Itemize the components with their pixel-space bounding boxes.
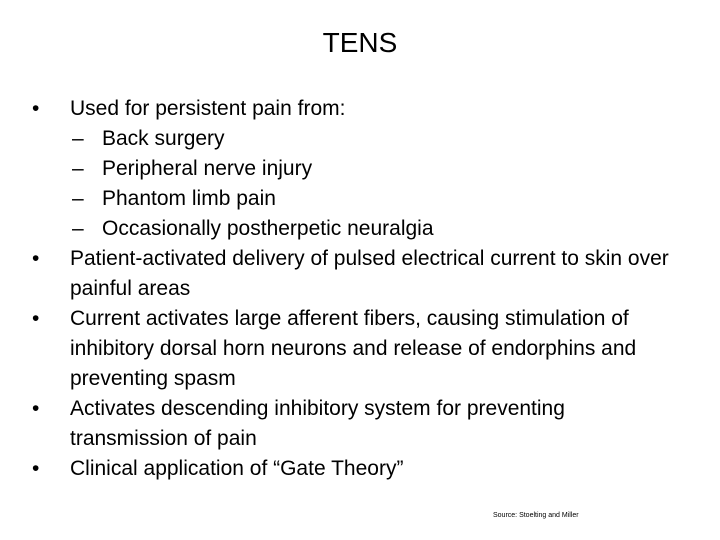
source-citation: Source: Stoelting and Miller: [493, 512, 579, 519]
dash-icon: –: [72, 217, 84, 240]
sub-bullet-item: [28, 154, 688, 184]
bullet-list: [28, 94, 688, 484]
bullet-text: Patient-activated delivery of pulsed electrical current to skin over painful areas: [70, 247, 669, 300]
bullet-icon: •: [32, 397, 40, 420]
bullet-item: [28, 454, 688, 484]
bullet-icon: •: [32, 457, 40, 480]
sub-bullet-item: [28, 214, 688, 244]
bullet-text: Clinical application of “Gate Theory”: [70, 457, 404, 480]
bullet-text: Current activates large afferent fibers, causing stimulation of inhibitory dorsal horn neurons and release of endorphins and preventing spasm: [70, 307, 637, 390]
sub-bullet-text: Phantom limb pain: [102, 187, 276, 210]
bullet-icon: •: [32, 97, 40, 120]
sub-bullet-text: Occasionally postherpetic neuralgia: [102, 217, 434, 240]
dash-icon: –: [72, 157, 84, 180]
sub-bullet-item: [28, 124, 688, 154]
bullet-item: [28, 94, 688, 124]
bullet-item: [28, 304, 688, 394]
bullet-text: Used for persistent pain from:: [70, 97, 346, 120]
bullet-icon: •: [32, 307, 40, 330]
bullet-text: Activates descending inhibitory system for preventing transmission of pain: [70, 397, 565, 450]
dash-icon: –: [72, 187, 84, 210]
sub-bullet-text: Back surgery: [102, 127, 225, 150]
sub-bullet-text: Peripheral nerve injury: [102, 157, 313, 180]
slide-title: TENS: [322, 27, 398, 58]
dash-icon: –: [72, 127, 84, 150]
bullet-item: [28, 394, 688, 454]
bullet-icon: •: [32, 247, 40, 270]
bullet-item: [28, 244, 688, 304]
sub-bullet-item: [28, 184, 688, 214]
